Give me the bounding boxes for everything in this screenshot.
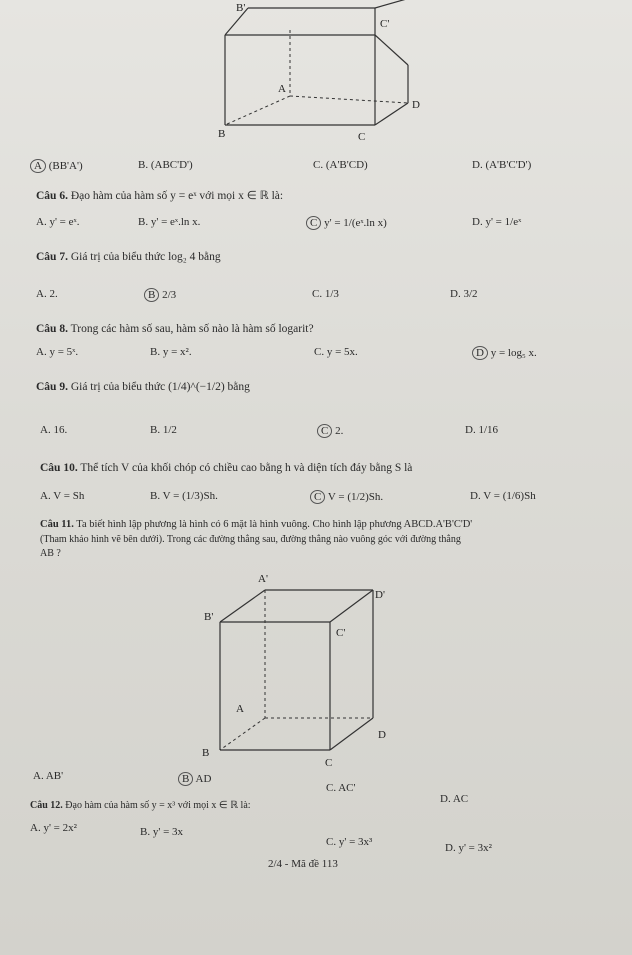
q12-option-b: B. y' = 3x bbox=[140, 826, 184, 838]
q5-option-d: D. (A'B'C'D') bbox=[472, 159, 532, 171]
q11-option-c: C. AC' bbox=[326, 782, 356, 794]
vertex-label-d: D bbox=[412, 99, 420, 111]
q6-option-a: A. y' = eˣ. bbox=[36, 216, 80, 228]
q8-option-d: D y = log₅ x. bbox=[472, 346, 537, 360]
vertex-label-a: A bbox=[236, 703, 244, 715]
q10-option-d: D. V = (1/6)Sh bbox=[470, 490, 536, 502]
q6-option-d: D. y' = 1/eˣ bbox=[472, 216, 522, 228]
vertex-label-a: A bbox=[278, 83, 286, 95]
q5-option-c: C. (A'B'CD) bbox=[313, 159, 368, 171]
vertex-label-b1: B' bbox=[236, 2, 246, 14]
question-8: Câu 8. Trong các hàm số sau, hàm số nào là hàm số logarit? bbox=[36, 323, 314, 335]
question-10: Câu 10. Thể tích V của khối chóp có chiều cao bằng h và diện tích đáy bằng S là bbox=[40, 462, 413, 474]
vertex-label-c1: C' bbox=[380, 18, 390, 30]
q10-option-c: C V = (1/2)Sh. bbox=[310, 490, 383, 504]
vertex-label-d: D bbox=[378, 729, 386, 741]
q9-option-c: C 2. bbox=[317, 424, 343, 438]
vertex-label-d1: D' bbox=[375, 589, 385, 601]
cube-figure-top bbox=[0, 0, 632, 150]
vertex-label-b1: B' bbox=[204, 611, 214, 623]
q6-option-c: C y' = 1/(eˣ.ln x) bbox=[306, 216, 387, 230]
question-11-line1: Câu 11. Ta biết hình lập phương là hình có 6 mặt là hình vuông. Cho hình lập phương ABCD.A'B'C'D' bbox=[40, 519, 473, 530]
question-9: Câu 9. Giá trị của biểu thức (1/4)^(−1/2) bằng bbox=[36, 381, 250, 393]
q12-option-a: A. y' = 2x² bbox=[30, 822, 77, 834]
question-11-line3: AB ? bbox=[40, 548, 61, 559]
question-7: Câu 7. Giá trị của biểu thức log₂ 4 bằng bbox=[36, 251, 221, 263]
vertex-label-c: C bbox=[325, 757, 333, 769]
vertex-label-a1: A' bbox=[258, 573, 268, 585]
q12-option-c: C. y' = 3x³ bbox=[326, 836, 373, 848]
q5-option-b: B. (ABC'D') bbox=[138, 159, 193, 171]
q9-option-b: B. 1/2 bbox=[150, 424, 177, 436]
q10-option-b: B. V = (1/3)Sh. bbox=[150, 490, 218, 502]
q8-option-b: B. y = x². bbox=[150, 346, 192, 358]
q7-option-a: A. 2. bbox=[36, 288, 58, 300]
page-footer: 2/4 - Mã đề 113 bbox=[268, 858, 338, 870]
q9-option-d: D. 1/16 bbox=[465, 424, 499, 436]
q11-option-b: B AD bbox=[178, 772, 211, 786]
q12-option-d: D. y' = 3x² bbox=[445, 842, 492, 854]
q11-option-a: A. AB' bbox=[33, 770, 64, 782]
q7-option-c: C. 1/3 bbox=[312, 288, 339, 300]
q7-option-b: B 2/3 bbox=[144, 288, 176, 302]
q5-option-a: A (BB'A') bbox=[30, 159, 83, 173]
question-6: Câu 6. Đạo hàm của hàm số y = eˣ với mọi x ∈ ℝ là: bbox=[36, 190, 284, 202]
q6-option-b: B. y' = eˣ.ln x. bbox=[138, 216, 201, 228]
question-12: Câu 12. Đạo hàm của hàm số y = x³ với mọi x ∈ ℝ là: bbox=[30, 800, 251, 811]
q8-option-c: C. y = 5x. bbox=[314, 346, 358, 358]
question-11-line2: (Tham khảo hình vẽ bên dưới). Trong các đường thẳng sau, đường thẳng nào vuông góc với đường thẳng bbox=[40, 534, 461, 545]
q11-option-d: D. AC bbox=[440, 793, 469, 805]
q9-option-a: A. 16. bbox=[40, 424, 68, 436]
cube-figure-bottom bbox=[0, 570, 632, 770]
q8-option-a: A. y = 5ˣ. bbox=[36, 346, 79, 358]
q10-option-a: A. V = Sh bbox=[40, 490, 85, 502]
vertex-label-b: B bbox=[218, 128, 226, 140]
vertex-label-b: B bbox=[202, 747, 210, 759]
q7-option-d: D. 3/2 bbox=[450, 288, 478, 300]
vertex-label-c1: C' bbox=[336, 627, 346, 639]
vertex-label-c: C bbox=[358, 131, 366, 143]
